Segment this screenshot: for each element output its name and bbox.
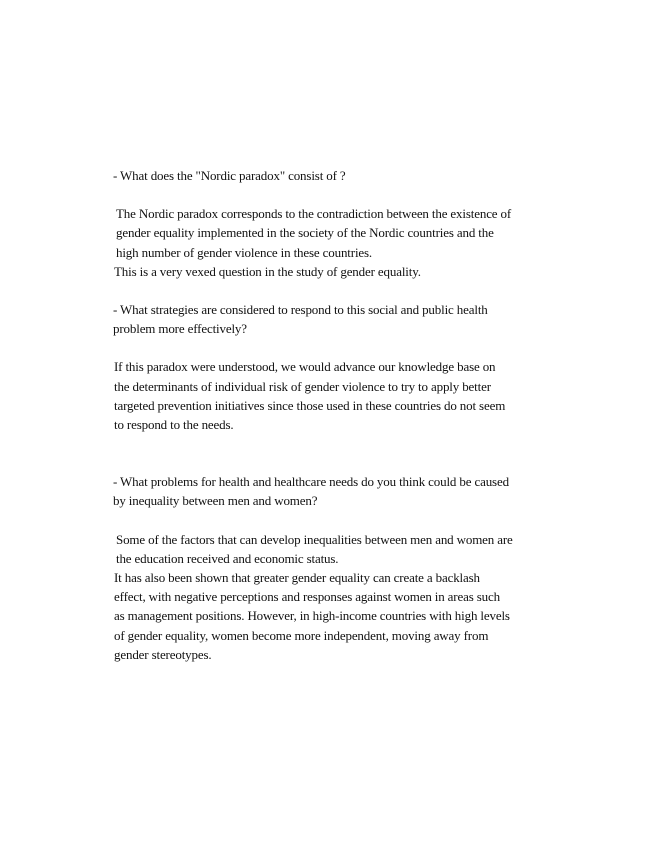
spacer [113,434,513,472]
answer-1-paragraph-1: The Nordic paradox corresponds to the contradiction between the existence of gender equality implemented in the society of the Nordic countries and the high number of gender violence in these countries. [116,206,512,260]
document-body [113,166,513,664]
question-2: - What strategies are considered to respond to this social and public health problem more effectively? [113,302,488,337]
spacer [113,511,513,530]
answer-2-paragraph-1: If this paradox were understood, we would advance our knowledge base on the determinants of individual risk of gender violence to try to apply better targeted prevention initiatives since those used in these countries do not seem to respond to the needs. [114,359,506,433]
answer-3-paragraph-2: It has also been shown that greater gender equality can create a backlash effect, with negative perceptions and responses against women in areas such as management positions. However, in high-income countries with high levels of gender equality, women become more independent, moving away from gender stereotypes. [114,570,510,662]
spacer [113,281,513,300]
spacer [113,338,513,357]
question-3: - What problems for health and healthcare needs do you think could be caused by inequality between men and women? [113,474,509,509]
answer-3-paragraph-1: Some of the factors that can develop inequalities between men and women are the education received and economic status. [116,531,513,566]
question-1: - What does the "Nordic paradox" consist of ? [113,168,346,183]
answer-1-paragraph-2: This is a very vexed question in the study of gender equality. [114,263,421,279]
spacer [113,185,513,204]
